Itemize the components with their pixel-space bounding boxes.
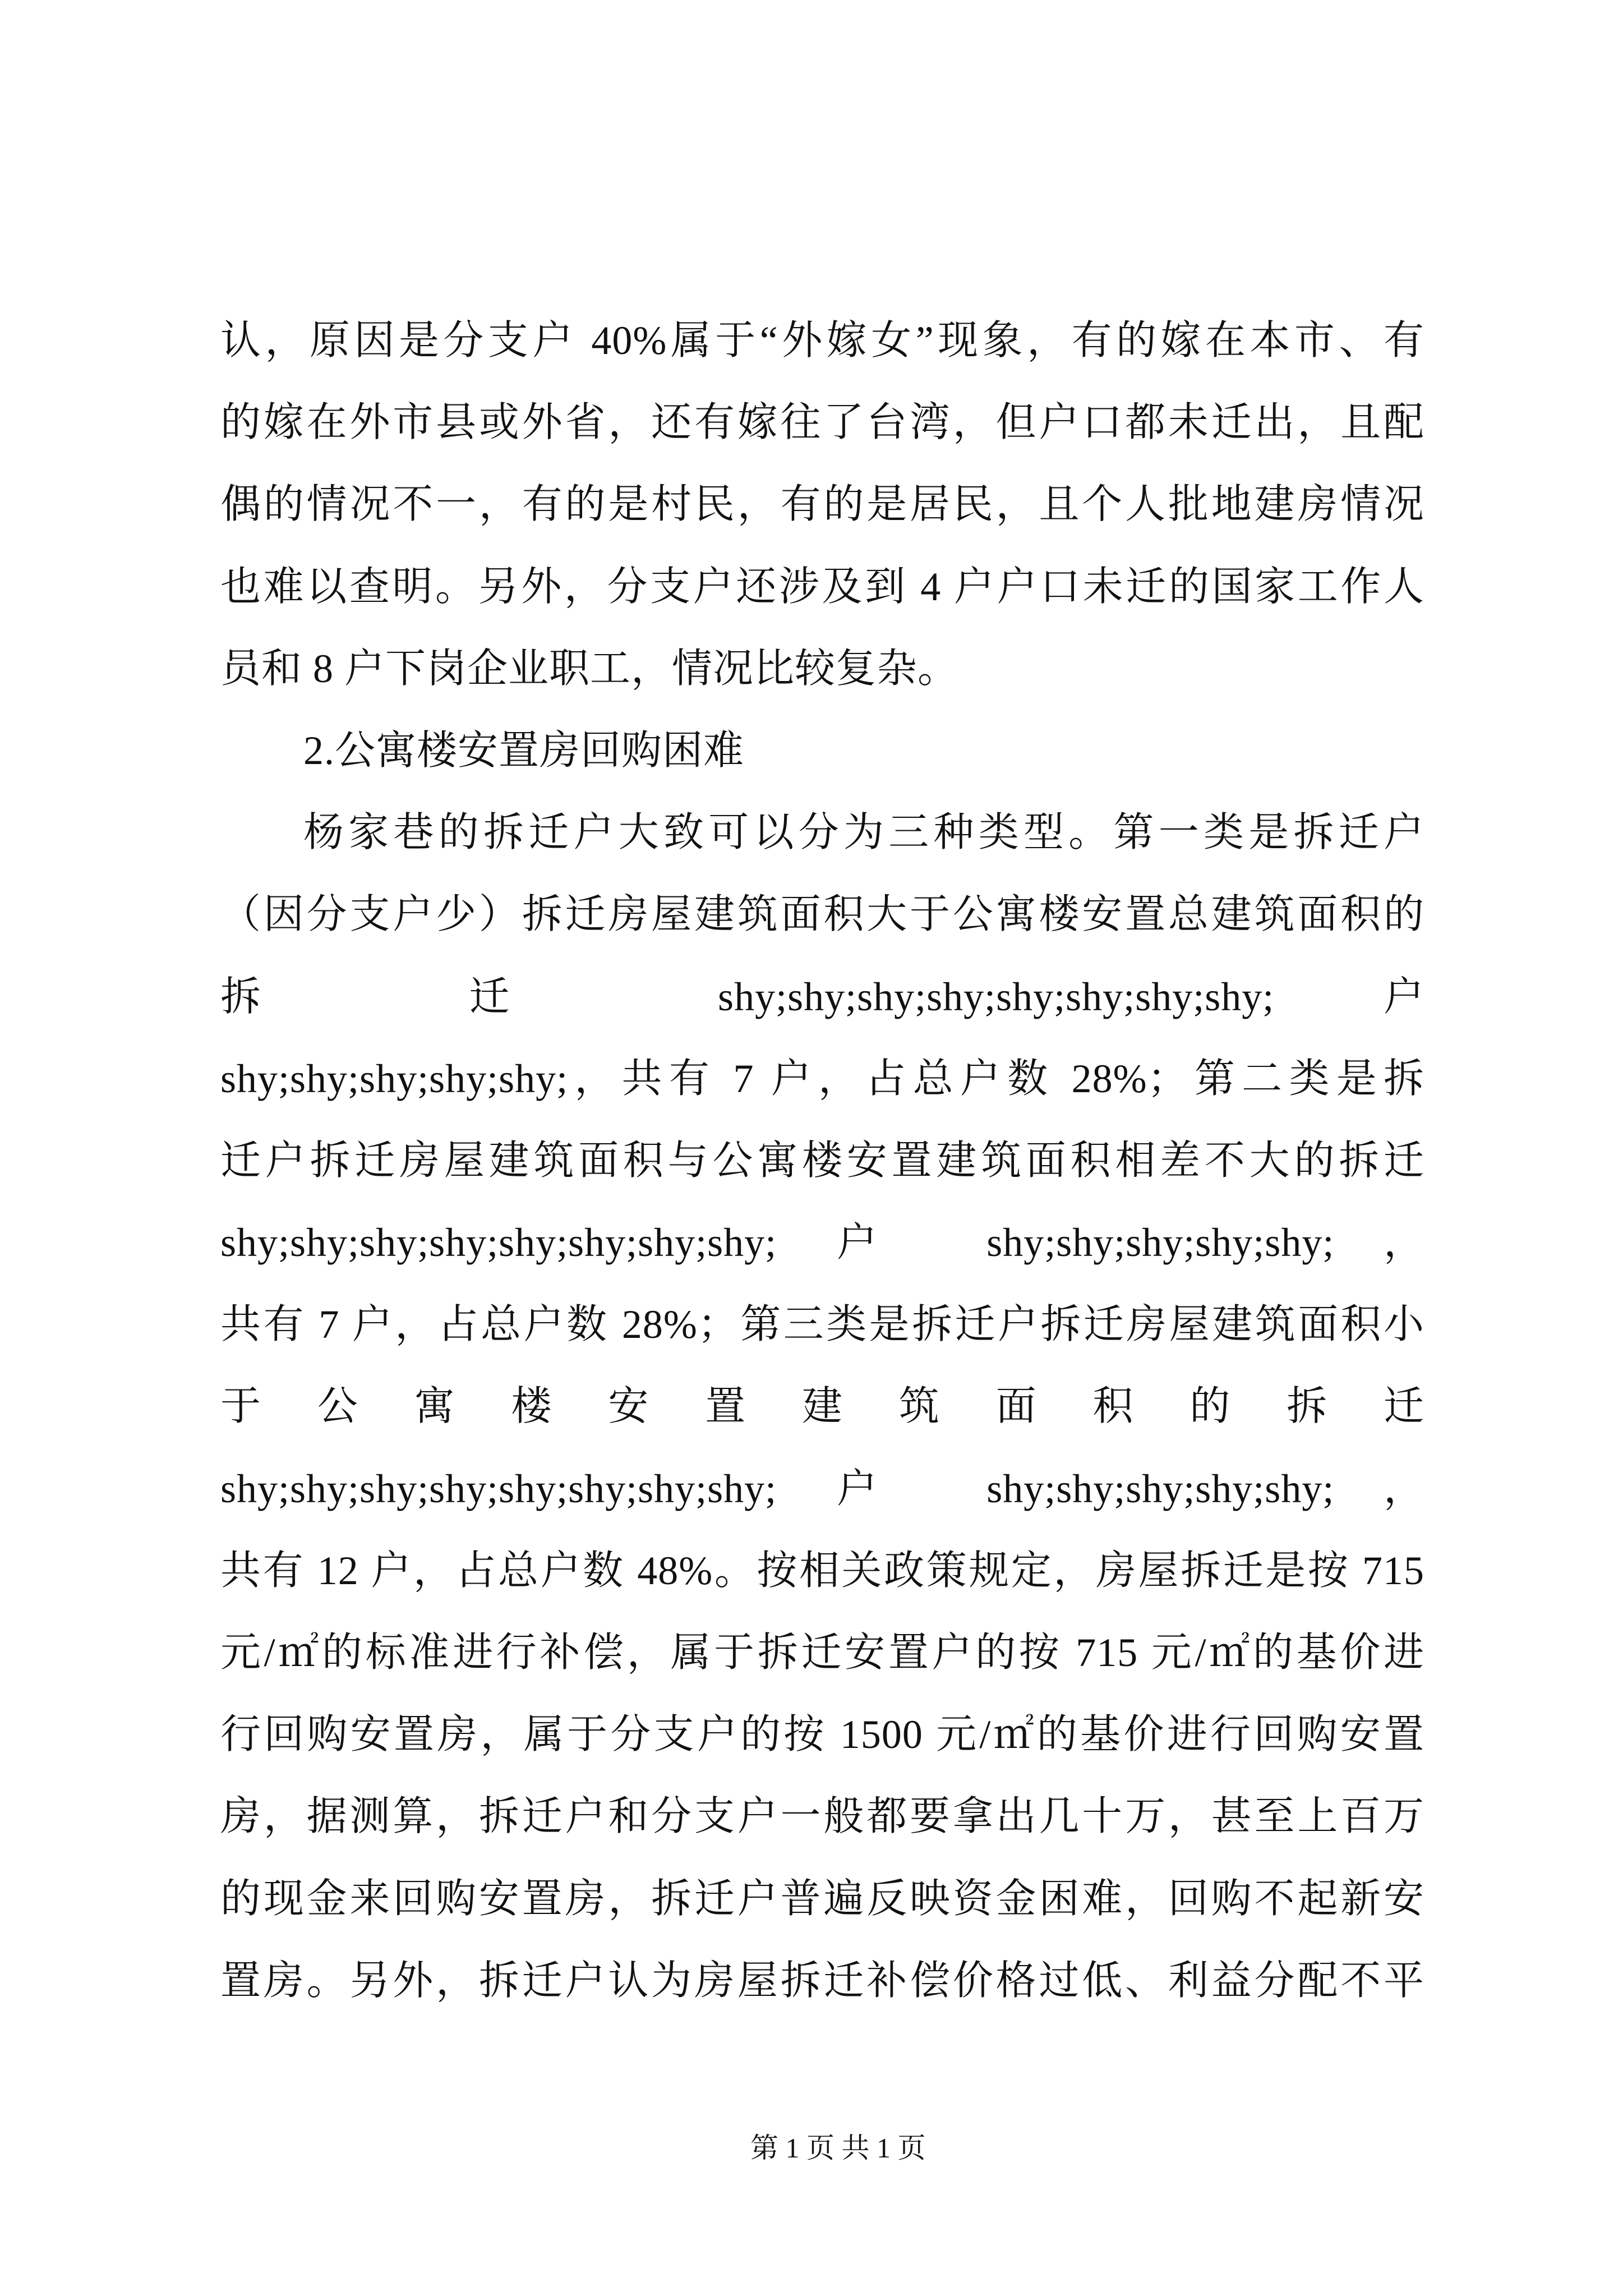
text-line: shy;shy;shy;shy;shy;，共有 7 户，占总户数 28%；第二类是拆	[220, 1056, 1424, 1101]
section-heading	[220, 710, 1424, 792]
document-body	[220, 300, 1424, 2022]
text-line: 认，原因是分支户 40%属于“外嫁女”现象，有的嫁在本市、有	[220, 318, 1424, 363]
text-line: 的嫁在外市县或外省，还有嫁往了台湾，但户口都未迁出，且配	[220, 400, 1424, 445]
text-line: （因分支户少）拆迁房屋建筑面积大于公寓楼安置总建筑面积的	[220, 892, 1424, 937]
text-line: 拆 迁 shy;shy;shy;shy;shy;shy;shy;shy; 户	[220, 974, 1424, 1019]
text-line: 置房。另外，拆迁户认为房屋拆迁补偿价格过低、利益分配不平	[220, 1958, 1424, 2003]
text-line: 房，据测算，拆迁户和分支户一般都要拿出几十万，甚至上百万	[220, 1794, 1424, 1839]
text-line: 元/㎡的标准进行补偿，属于拆迁安置户的按 715 元/㎡的基价进	[220, 1630, 1424, 1675]
paragraph	[220, 300, 1424, 710]
text-line: 迁户拆迁房屋建筑面积与公寓楼安置建筑面积相差不大的拆迁	[220, 1138, 1424, 1183]
text-line: 也难以查明。另外，分支户还涉及到 4 户户口未迁的国家工作人	[220, 564, 1424, 609]
page-number-footer: 第 1 页 共 1 页	[750, 2132, 926, 2164]
text-line: 杨家巷的拆迁户大致可以分为三种类型。第一类是拆迁户	[303, 810, 1424, 855]
text-line: 的现金来回购安置房，拆迁户普遍反映资金困难，回购不起新安	[220, 1876, 1424, 1921]
paragraph	[220, 792, 1424, 2022]
text-line: 偶的情况不一，有的是村民，有的是居民，且个人批地建房情况	[220, 482, 1424, 527]
text-line: shy;shy;shy;shy;shy;shy;shy;shy; 户 shy;shy;shy;shy;shy;，	[220, 1466, 1424, 1511]
section-heading-text: 2.公寓楼安置房回购困难	[303, 728, 745, 773]
text-line: 共有 12 户，占总户数 48%。按相关政策规定，房屋拆迁是按 715	[220, 1548, 1424, 1593]
text-line: 员和 8 户下岗企业职工，情况比较复杂。	[220, 646, 959, 691]
text-line: 于 公 寓 楼 安 置 建 筑 面 积 的 拆 迁	[220, 1384, 1424, 1429]
text-line: shy;shy;shy;shy;shy;shy;shy;shy; 户 shy;shy;shy;shy;shy;，	[220, 1220, 1424, 1266]
text-line: 共有 7 户，占总户数 28%；第三类是拆迁户拆迁房屋建筑面积小	[220, 1302, 1424, 1347]
text-line: 行回购安置房，属于分支户的按 1500 元/㎡的基价进行回购安置	[220, 1712, 1424, 1757]
